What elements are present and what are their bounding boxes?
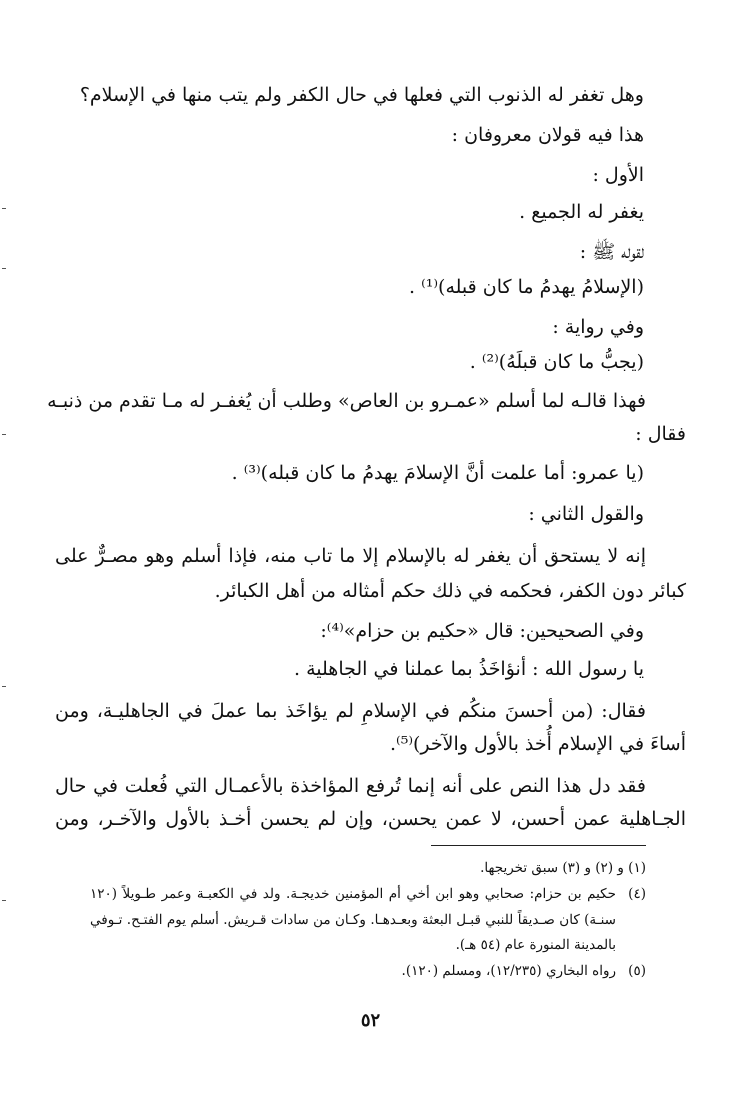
text-line: فقال :: [635, 423, 686, 445]
text-line: وفي رواية :: [552, 316, 644, 338]
text-line: الجـاهلية عمن أحسن، لا عمن يحسن، وإن لم يحسن أخـذ بالأول والآخـر، ومن: [55, 808, 686, 830]
footnote-number: (٤): [628, 886, 646, 902]
text-line: يغفر له الجميع .: [519, 201, 644, 223]
footnote-separator: [431, 845, 646, 846]
page-number: ٥٢: [360, 1010, 381, 1031]
text-line: الأول :: [592, 164, 644, 186]
footnote-text: رواه البخاري (١٢/٢٣٥)، ومسلم (١٢٠).: [401, 963, 616, 979]
text-line: (الإسلامُ يهدمُ ما كان قبله)⁽¹⁾ .: [409, 276, 644, 298]
text-line: يا رسول الله : أنؤاخَذُ بما عملنا في الجاهلية .: [294, 658, 644, 680]
text-line: إنه لا يستحق أن يغفر له بالإسلام إلا ما تاب منه، فإذا أسلم وهو مصـرٌّ على: [55, 545, 646, 567]
footnote-text: حكيم بن حزام: صحابي وهو ابن أخي أم المؤمنين خديجـة. ولد في الكعبـة وعمر طـويلاً (١٢٠: [90, 886, 616, 902]
text-line: والقول الثاني :: [528, 503, 644, 525]
text-line: فقد دل هذا النص على أنه إنما تُرفع المؤاخذة بالأعمـال التي فُعلت في حال: [55, 775, 646, 797]
text-line: وفي الصحيحين: قال «حكيم بن حزام»⁽⁴⁾:: [320, 620, 644, 642]
scan-mark: [2, 268, 6, 269]
scan-mark: [2, 434, 6, 435]
scan-mark: [2, 900, 6, 901]
text-line: كبائر دون الكفر، فحكمه في ذلك حكم أمثاله من أهل الكبائر.: [214, 580, 686, 602]
footnote-text: (١) و (٢) و (٣) سبق تخريجها.: [480, 860, 646, 876]
scan-mark: [2, 686, 6, 687]
text-line: فقال: (من أحسنَ منكُم في الإسلامِ لم يؤاخَذ بما عملَ في الجاهليـة، ومن: [55, 700, 646, 722]
text-line: فهذا قالـه لما أسلم «عمـرو بن العاص» وطلب أن يُغفـر له مـا تقدم من ذنبـه: [47, 390, 646, 412]
text-line: (يا عمرو: أما علمت أنَّ الإسلامَ يهدمُ ما كان قبله)⁽³⁾ .: [231, 462, 644, 484]
footnote-number: (٥): [628, 963, 646, 979]
scan-mark: [2, 208, 6, 209]
footnote-text: بالمدينة المنورة عام (٥٤ هـ).: [455, 937, 616, 953]
text-line: (يجبُّ ما كان قبلَهُ)⁽²⁾ .: [469, 351, 644, 373]
footnote-text: سنـة) كان صـديقاً للنبي قبـل البعثة وبعـدهـا. وكـان من سادات قـريش. أسلم يوم الفتـح. تـوفي: [90, 912, 616, 928]
text-line: أساءَ في الإسلام أُخذ بالأول والآخر)⁽⁵⁾.: [389, 733, 686, 755]
text-line: هذا فيه قولان معروفان :: [451, 124, 644, 146]
text-line: لقوله ﷺ :: [579, 241, 644, 263]
text-line: وهل تغفر له الذنوب التي فعلها في حال الكفر ولم يتب منها في الإسلام؟: [79, 84, 644, 106]
